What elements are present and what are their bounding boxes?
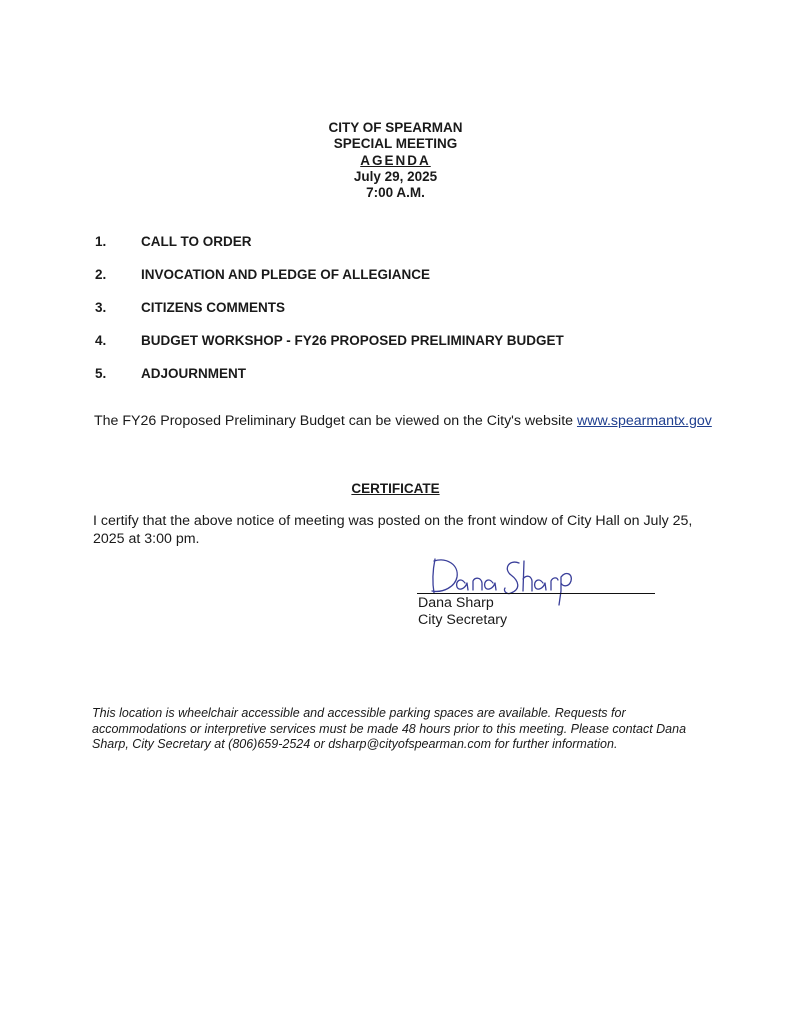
website-link[interactable]: www.spearmantx.gov — [576, 413, 712, 429]
agenda-list — [95, 234, 715, 399]
agenda-item — [95, 366, 715, 399]
agenda-item-number: 3. — [95, 300, 107, 315]
agenda-item-text: CITIZENS COMMENTS — [141, 300, 285, 315]
agenda-item — [95, 333, 715, 366]
meeting-time: 7:00 A.M. — [366, 185, 425, 201]
signature-line — [417, 593, 655, 594]
signer-title: City Secretary — [418, 612, 508, 628]
signature-block — [417, 555, 657, 635]
agenda-item-text: INVOCATION AND PLEDGE OF ALLEGIANCE — [141, 267, 431, 282]
accessibility-notice: This location is wheelchair accessible and accessible parking spaces are available. Requests for accommodations or interpretive services must be made 48 hours prior to this meeting. Please contact Dana Sharp, City Secretary at (806)659-2524 or dsharp@cityofspearman.com for further information. — [92, 706, 687, 751]
agenda-item-number: 2. — [95, 267, 107, 282]
agenda-item-text: CALL TO ORDER — [141, 234, 252, 249]
agenda-item-number: 1. — [95, 234, 107, 249]
agenda-item-number: 4. — [95, 333, 107, 348]
budget-note — [94, 413, 734, 429]
signer-name: Dana Sharp — [418, 595, 494, 611]
agenda-item — [95, 267, 715, 300]
budget-note-text: The FY26 Proposed Preliminary Budget can be viewed on the City's website — [94, 413, 577, 429]
meeting-date: July 29, 2025 — [353, 168, 438, 184]
agenda-header — [0, 120, 791, 201]
certificate-text: I certify that the above notice of meeting was posted on the front window of City Hall on July 25, 2025 at 3:00 pm. — [93, 513, 693, 547]
city-name: CITY OF SPEARMAN — [328, 120, 463, 135]
agenda-item — [95, 234, 715, 267]
agenda-item-text: ADJOURNMENT — [141, 366, 247, 381]
agenda-item — [95, 300, 715, 333]
certificate-title: CERTIFICATE — [351, 481, 440, 496]
agenda-label: AGENDA — [360, 152, 431, 168]
meeting-type: SPECIAL MEETING — [333, 136, 458, 152]
agenda-item-text: BUDGET WORKSHOP - FY26 PROPOSED PRELIMINARY BUDGET — [141, 333, 564, 348]
agenda-item-number: 5. — [95, 366, 107, 381]
